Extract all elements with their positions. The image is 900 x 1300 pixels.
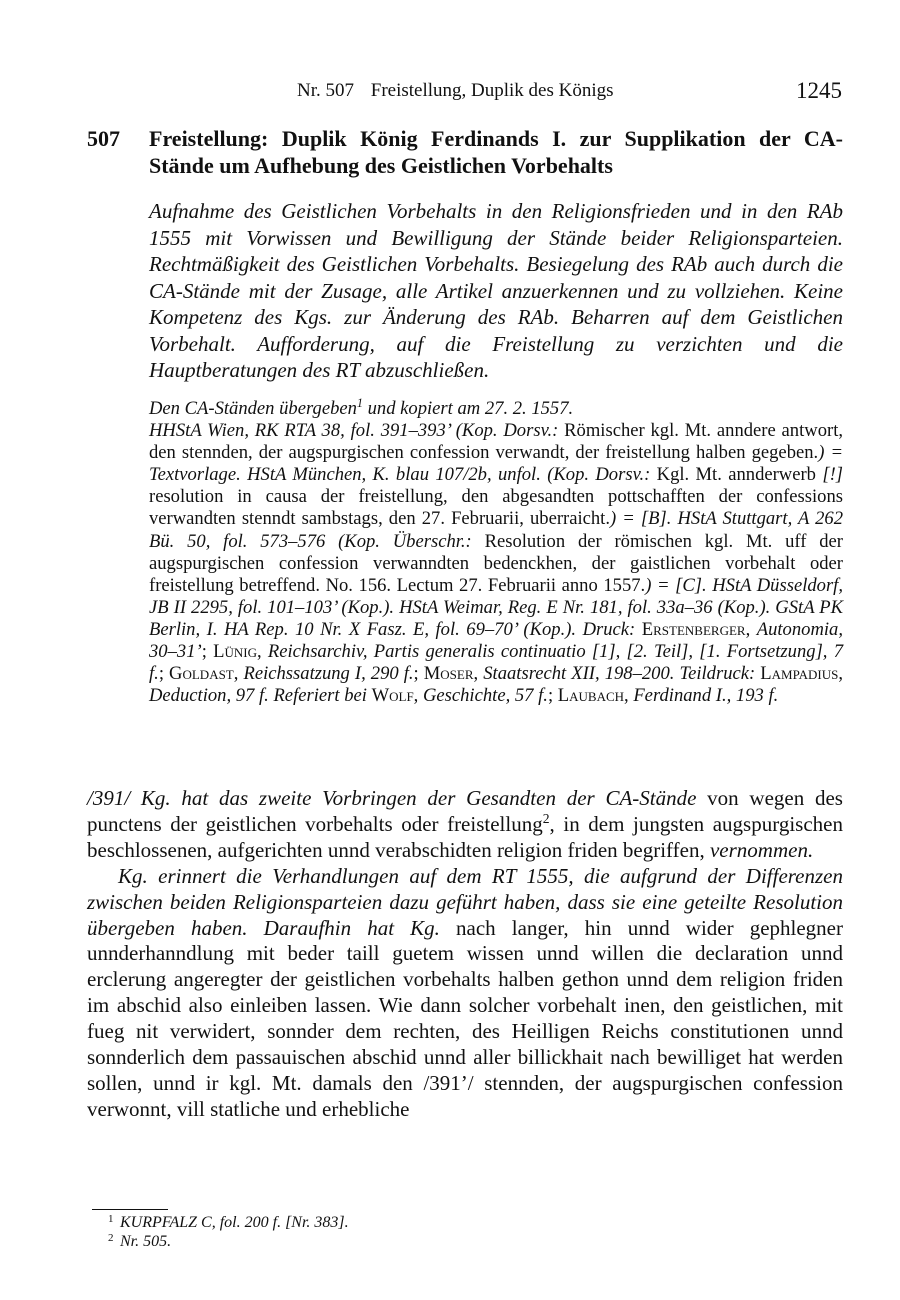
source-segment: Ferdinand I., 193 f. [633, 685, 779, 707]
source-segment: ) = [C]. HStA Düsseldorf, JB II 2295, fol. 101–103’ (Kop.). HStA Weimar, Reg. E Nr. 181, fol. 33a–36 (Kop.). GStA PK Berlin, I. HA Rep. 10 Nr. X Fasz. E, fol. 69–70’ (Kop.). Druck: [149, 574, 844, 640]
running-title-text: Freistellung, Duplik des Königs [370, 80, 614, 101]
source-segment: Autonomia, 30–31’ [149, 618, 843, 663]
paragraph-1 [87, 786, 843, 864]
heading-title: Freistellung: Duplik König Ferdinands I. zur Supplikation der CA-Stände um Aufhebung des Geistlichen Vorbehalts [149, 126, 843, 178]
document-heading [87, 125, 843, 179]
source-segment: Römischer kgl. Mt. anndere antwort, den stennden, der augspurgischen confession verwandt, der freistellung halben gegeben. [149, 420, 844, 464]
source-segment: Staatsrecht XII, 198–200. Teildruck: [483, 663, 761, 685]
source-segment: Kgl. Mt. annderwerb [656, 464, 823, 486]
source-segment: , [256, 641, 268, 663]
regest-text: Aufnahme des Geistlichen Vorbehalts in den Religionsfrieden und in den RAb 1555 mit Vorwissen und Bewilligung der Stände beider Religionsparteien. Rechtmäßigkeit des Geistlichen Vorbehalts. Besiegelung des RAb auch durch die CA-Stände mit der Zusage, alle Artikel anzuerkennen und zu vollziehen. Keine Kompetenz des Kgs. zur Änderung des RAb. Beharren auf dem Geistlichen Vorbehalt. Aufforderung, auf die Freistellung zu verzichten und die Hauptberatungen des RT abzuschließen. [149, 199, 843, 382]
footnotes [108, 1213, 720, 1251]
para1-italic-lead: /391/ Kg. hat das zweite Vorbringen der Gesandten der CA-Stände [87, 786, 697, 810]
source-segment: HHStA Wien, RK RTA 38, fol. 391–393’ (Kop. Dorsv.: [149, 420, 565, 442]
source-segment: , [838, 663, 843, 685]
source-apparatus [149, 395, 844, 707]
para1-text2: , in dem jungsten augspurgischen beschlossenen, aufgerichten unnd verabschidten religion friden begriffen, [87, 811, 843, 862]
footnote-text: KURPFALZ C, fol. 200 f. [Nr. 383]. [120, 1214, 349, 1231]
footnote-text: Nr. 505. [120, 1233, 172, 1250]
author-name: Erstenberger [641, 618, 746, 640]
source-segment: , [413, 685, 423, 707]
source-segment: ; [413, 663, 424, 685]
document-number: Nr. 507 [297, 80, 354, 101]
footnote-ref-2[interactable]: 2 [542, 810, 550, 826]
source-segment: [!] [822, 464, 843, 486]
source-segment: Resolution der römischen kgl. Mt. uff der augspurgischen confession verwanndten bedenckhen, der gaistlichen vorbehalt oder freistellung betreffend. No. 156. Lectum 27. Februarii anno 1557. [149, 530, 843, 596]
main-text [87, 786, 843, 1123]
running-title [297, 80, 614, 102]
source-segment: ) = Textvorlage. HStA München, K. blau 107/2b, unfol. (Kop. Dorsv.: [149, 442, 843, 486]
regest-summary [149, 198, 843, 384]
para2-text: nach langer, hin unnd wider gephlegner unnderhanndlung mit beder taill guetem wissen unnd willen die declaration unnd erclerung angeregter der geistlichen vorbehalts halben gethon unnd dem religion friden im abschid also einleiben lassen. Wie dann solcher vorbehalt inen, den geistlichen, mit fueg nit verwidert, sonnder dem rechten, des Heilligen Reichs constitutionen unnd sonnderlich dem passauischen abschid unnd aller billickhait nach bewilliget hat werden sollen, unnd ir kgl. Mt. damals den /391’/ stennden, der augspurgischen confession verwonnt, vill statliche und erhebliche [87, 915, 843, 1121]
author-name: Lünig [213, 641, 257, 663]
source-segment: resolution in causa der freistellung, den abgesandten pottschafften der confessions verwandten stenndt sambstags, den 27. Februarii, uberraicht. [149, 486, 843, 530]
source-segment: Deduction, 97 f. Referiert bei [149, 685, 372, 707]
source-segment: ; [547, 685, 558, 707]
source-segment: , [233, 663, 244, 685]
author-name: Goldast [169, 663, 234, 685]
author-name: Moser [423, 663, 474, 685]
source-segment: Reichsarchiv, Partis generalis continuatio [1], [2. Teil], [1. Fortsetzung], 7 f. [149, 641, 843, 685]
date-line-part1: Den CA-Ständen übergeben [149, 398, 357, 419]
para1-text1: von wegen des punctens der geistlichen vorbehalts oder freistellung [87, 786, 843, 836]
source-segment: , [473, 663, 484, 685]
source-segment: Geschichte, 57 f. [422, 685, 548, 707]
footnote-ref-1[interactable]: 1 [356, 395, 363, 410]
footnote-mark: 2 [108, 1232, 114, 1244]
source-segment: , [745, 618, 757, 640]
para2-italic-lead: Kg. erinnert die Verhandlungen auf dem RT 1555, die aufgrund der Differenzen zwischen beiden Religionsparteien dazu geführt haben, dass sie eine geteilte Resolution übergeben haben. Daraufhin hat Kg. [87, 863, 843, 940]
date-line [149, 395, 843, 420]
footnote-divider [92, 1209, 168, 1210]
source-segment: , [624, 685, 634, 707]
author-name: Lampadius [760, 663, 839, 685]
sources-paragraph [149, 420, 843, 707]
source-segment: ; [158, 663, 170, 685]
page-number: 1245 [796, 78, 842, 103]
author-name: Wolf [371, 685, 414, 707]
date-line-part2: und kopiert am 27. 2. 1557. [362, 398, 574, 419]
source-segment: ) = [B]. HStA Stuttgart, A 262 Bü. 50, fol. 573–576 (Kop. Überschr.: [149, 508, 843, 552]
footnote-mark: 1 [108, 1213, 114, 1225]
footnote-1 [108, 1213, 720, 1232]
source-segment: ; [201, 641, 214, 663]
source-segment: Reichssatzung I, 290 f. [243, 663, 414, 685]
paragraph-2 [87, 864, 843, 1123]
author-name: Laubach [557, 685, 625, 707]
para1-italic-end: vernommen. [709, 837, 814, 862]
footnote-2 [108, 1232, 720, 1251]
running-header [297, 80, 842, 108]
heading-number: 507 [87, 126, 120, 151]
